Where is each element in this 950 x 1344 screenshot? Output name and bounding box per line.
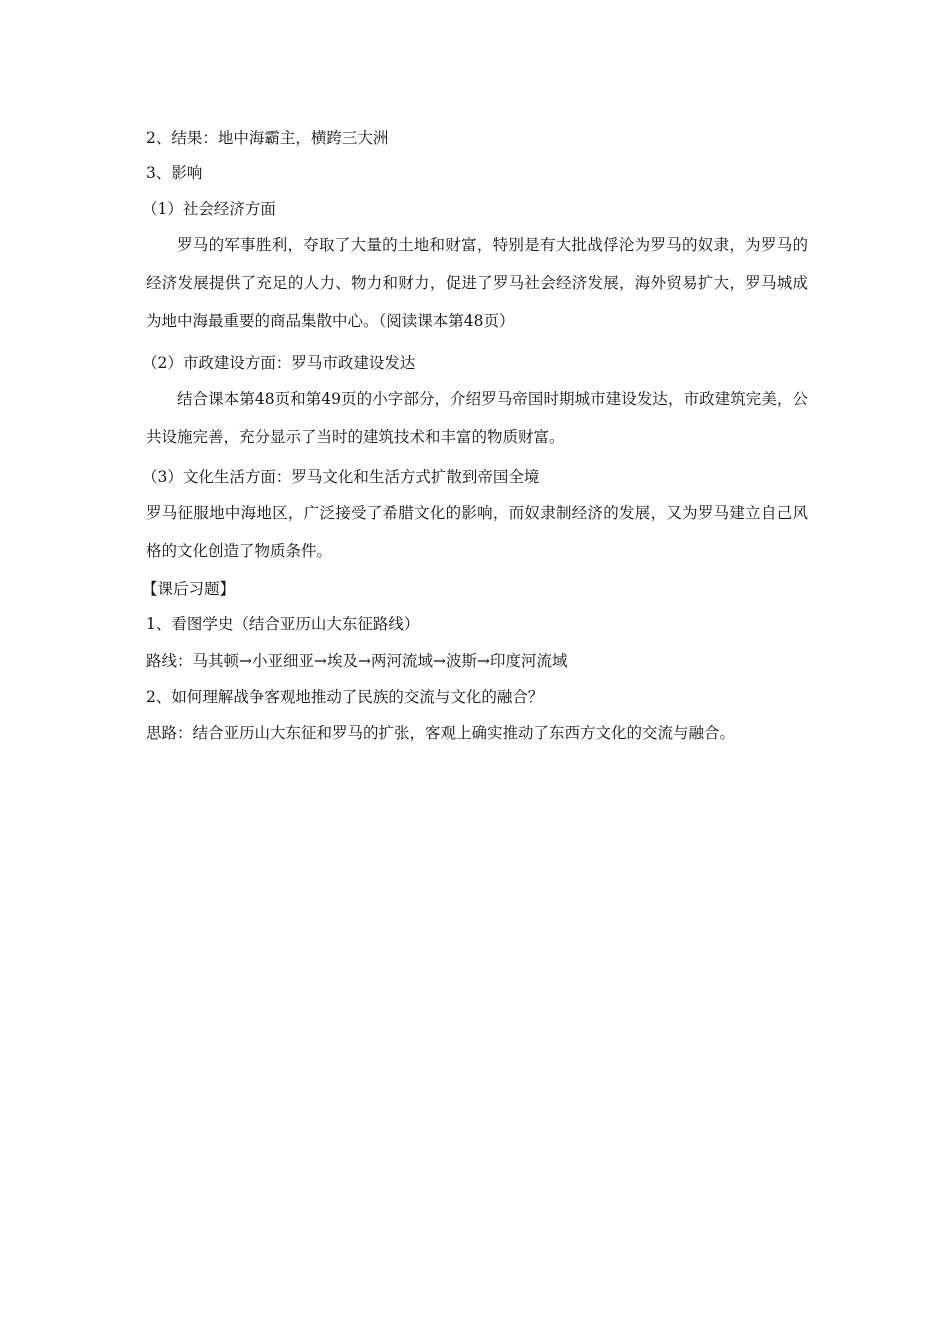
influence-heading: 3、影响 bbox=[146, 164, 203, 182]
question-2-answer: 思路：结合亚历山大东征和罗马的扩张，客观上确实推动了东西方文化的交流与融合。 bbox=[146, 724, 736, 742]
social-heading: （1）社会经济方面 bbox=[142, 200, 276, 218]
social-paragraph: 罗马的军事胜利，夺取了大量的土地和财富，特别是有大批战俘沦为罗马的奴隶，为罗马的经济发展提供了充足的人力、物力和财力，促进了罗马社会经济发展，海外贸易扩大，罗马城成为地中海最重要的商品集散中心。（阅读课本第48页） bbox=[146, 236, 808, 330]
culture-paragraph: 罗马征服地中海地区，广泛接受了希腊文化的影响，而奴隶制经济的发展，又为罗马建立自己风格的文化创造了物质条件。 bbox=[146, 504, 808, 560]
municipal-paragraph: 结合课本第48页和第49页的小字部分，介绍罗马帝国时期城市建设发达，市政建筑完美，公共设施完善，充分显示了当时的建筑技术和丰富的物质财富。 bbox=[146, 390, 808, 446]
question-2: 2、如何理解战争客观地推动了民族的交流与文化的融合？ bbox=[146, 688, 544, 706]
exercise-heading: 【课后习题】 bbox=[142, 580, 236, 598]
result-line: 2、结果：地中海霸主，横跨三大洲 bbox=[146, 129, 389, 147]
culture-heading: （3）文化生活方面：罗马文化和生活方式扩散到帝国全境 bbox=[142, 468, 540, 486]
question-1-route: 路线：马其顿→小亚细亚→埃及→两河流域→波斯→印度河流域 bbox=[146, 652, 568, 670]
municipal-heading: （2）市政建设方面：罗马市政建设发达 bbox=[142, 354, 416, 372]
question-1: 1、看图学史（结合亚历山大东征路线） bbox=[146, 615, 420, 633]
